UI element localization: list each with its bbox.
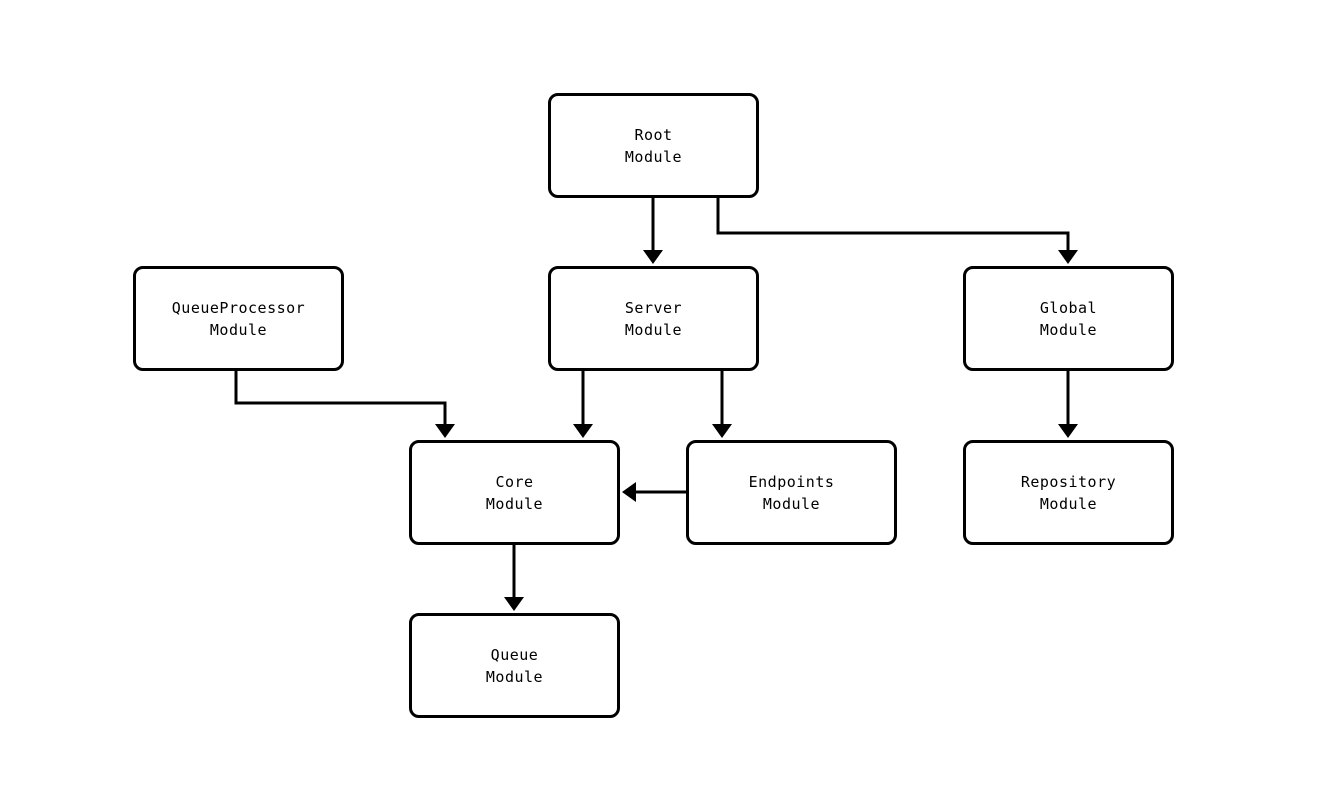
- arrowhead: [712, 424, 732, 438]
- node-queueprocessor[interactable]: [133, 266, 344, 371]
- node-root[interactable]: [548, 93, 759, 198]
- node-core[interactable]: [409, 440, 620, 545]
- edge-endpoints-to-core: [622, 482, 686, 502]
- arrowhead: [504, 597, 524, 611]
- node-title: Server: [624, 298, 683, 317]
- edge-root-to-global: [718, 198, 1078, 264]
- node-title: Root: [634, 125, 673, 144]
- node-title: Global: [1039, 298, 1098, 317]
- arrowhead: [573, 424, 593, 438]
- node-subtitle: Module: [209, 320, 268, 339]
- arrowhead: [435, 424, 455, 438]
- node-title: Core: [495, 472, 534, 491]
- node-queue[interactable]: [409, 613, 620, 718]
- node-server[interactable]: [548, 266, 759, 371]
- edge-queueprocessor-to-core: [236, 371, 455, 438]
- node-repository[interactable]: [963, 440, 1174, 545]
- edge-core-to-queue: [504, 545, 524, 611]
- node-subtitle: Module: [485, 667, 544, 686]
- node-subtitle: Module: [1039, 320, 1098, 339]
- arrowhead: [1058, 424, 1078, 438]
- node-subtitle: Module: [624, 320, 683, 339]
- node-global[interactable]: [963, 266, 1174, 371]
- node-subtitle: Module: [485, 494, 544, 513]
- node-endpoints[interactable]: [686, 440, 897, 545]
- node-title: Queue: [490, 645, 539, 664]
- node-title: Repository: [1020, 472, 1117, 491]
- arrowhead: [1058, 250, 1078, 264]
- node-title: Endpoints: [748, 472, 835, 491]
- node-title: QueueProcessor: [171, 298, 306, 317]
- edge-root-to-server: [643, 198, 663, 264]
- arrowhead: [622, 482, 636, 502]
- node-subtitle: Module: [1039, 494, 1098, 513]
- edge-server-to-endpoints: [712, 371, 732, 438]
- edge-global-to-repository: [1058, 371, 1078, 438]
- edge-server-to-core: [573, 371, 593, 438]
- arrowhead: [643, 250, 663, 264]
- node-subtitle: Module: [762, 494, 821, 513]
- node-subtitle: Module: [624, 147, 683, 166]
